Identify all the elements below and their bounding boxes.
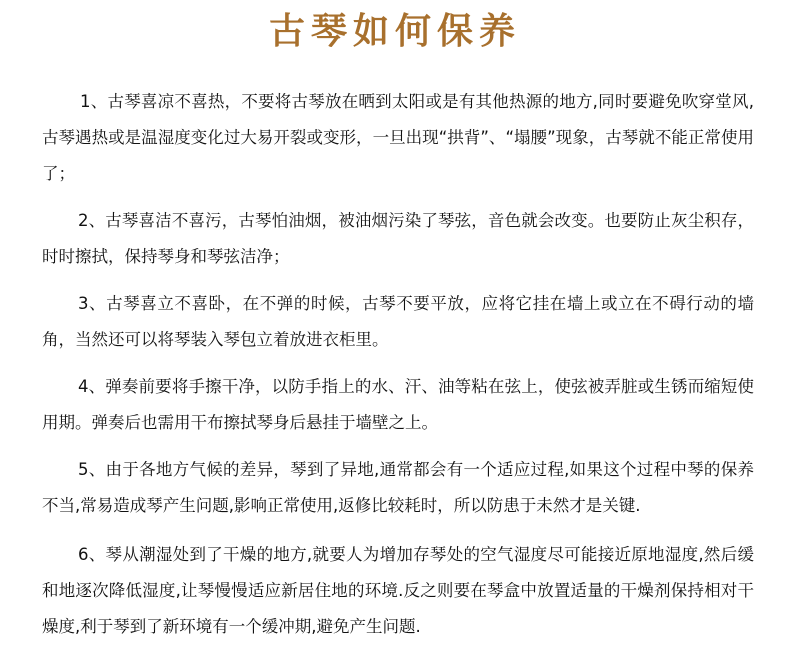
care-tip-5: 5、由于各地方气候的差异，琴到了异地,通常都会有一个适应过程,如果这个过程中琴的保养不当,常易造成琴产生问题,影响正常使用,返修比较耗时，所以防患于未然才是关键. [42, 460, 754, 515]
care-tip-3: 3、古琴喜立不喜卧，在不弹的时候，古琴不要平放，应将它挂在墙上或立在不碍行动的墙角，当然还可以将琴装入琴包立着放进衣柜里。 [42, 294, 754, 349]
care-tip-2: 2、古琴喜洁不喜污，古琴怕油烟，被油烟污染了琴弦，音色就会改变。也要防止灰尘积存，时时擦拭，保持琴身和琴弦洁净； [42, 211, 754, 266]
care-tip-4: 4、弹奏前要将手擦干净，以防手指上的水、汗、油等粘在弦上，使弦被弄脏或生锈而缩短使用期。弹奏后也需用干布擦拭琴身后悬挂于墙壁之上。 [42, 377, 754, 432]
page-title: 古琴如何保养 [268, 11, 521, 52]
care-tip-6: 6、琴从潮湿处到了干燥的地方,就要人为增加存琴处的空气湿度尽可能接近原地湿度,然后缓和地逐次降低湿度,让琴慢慢适应新居住地的环境.反之则要在琴盒中放置适量的干燥剂保持相对干燥度,利于琴到了新环境有一个缓冲期,避免产生问题. [42, 545, 754, 636]
care-tip-1: 1、古琴喜凉不喜热，不要将古琴放在晒到太阳或是有其他热源的地方,同时要避免吹穿堂风,古琴遇热或是温湿度变化过大易开裂或变形，一旦出现“拱背”、“塌腰”现象，古琴就不能正常使用了； [42, 92, 754, 183]
